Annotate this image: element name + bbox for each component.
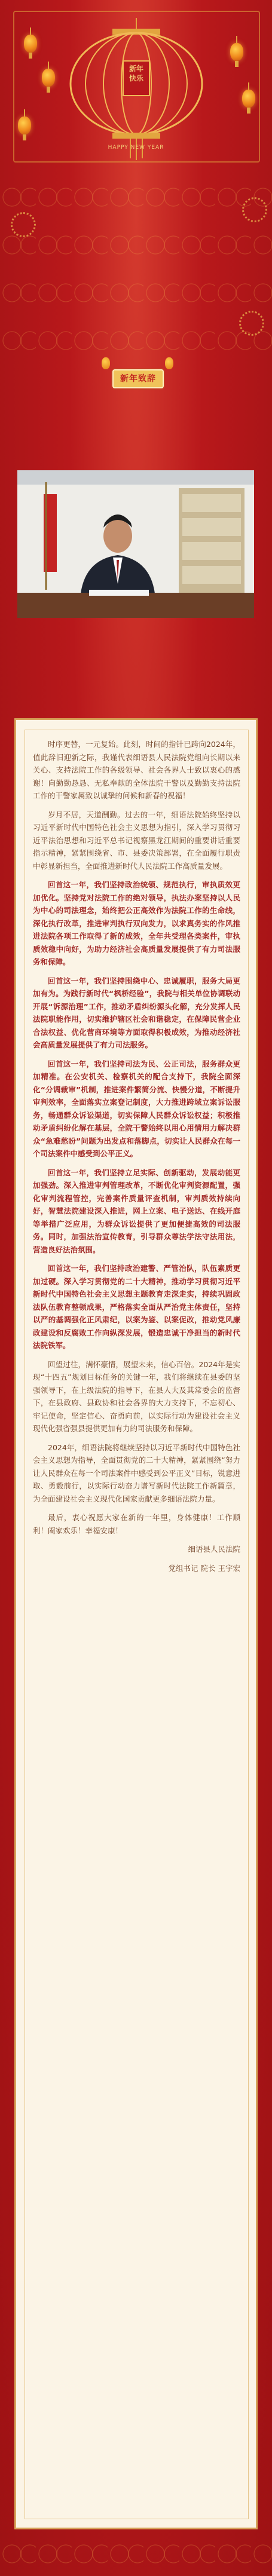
letter-paragraph: 回首这一年，我们坚持围绕中心、忠诚履职，服务大局更加有为。为践行新时代“枫桥经验”，我院与相关单位协调联动开展“诉源治理”工作，推动矛盾纠纷源头化解，充分发挥人民法院职能作用，切实维护辖区社会和谐稳定，在保障民营企业合法权益、优化营商环境等方面取得积极成效，为推动经济社会高质量发展提供了有力司法服务。: [33, 976, 240, 1049]
lantern-icon: [102, 357, 110, 369]
letter-paragraph: 回首这一年，我们坚持政治建警、严管治队，队伍素质更加过硬。深入学习贯彻党的二十大精神，推动学习贯彻习近平新时代中国特色社会主义思想主题教育走深走实，持续巩固政法队伍教育整顿成果，严格落实全面从严治党主体责任，坚持以严的基调强化正风肃纪，以案为鉴、以案促改，推动党风廉政建设和反腐败工作向纵深发展，锻造忠诚干净担当的新时代法院铁军。: [33, 1264, 240, 1350]
flower-ornament-icon: [11, 212, 36, 237]
new-year-letter: [16, 720, 256, 2528]
letter-body: [33, 738, 240, 1580]
letter-paragraph: 回首这一年，我们坚持司法为民、公正司法，服务群众更加精准。在公安机关、检察机关的配合支持下，我院全面深化“分调裁审”机制，推进案件繁简分流、快慢分道，不断提升审判效率，全面落实立案登记制度，大力推进跨域立案诉讼服务，畅通群众诉讼渠道，切实保障人民群众诉讼权益；积极推动矛盾纠纷化解在基层，全院干警始终以用心用情用力解决群众“急难愁盼”问题为出发点和落脚点，切实让人民群众在每一个司法案件中感受到公平正义。: [33, 1059, 240, 1158]
decorative-pattern: [0, 323, 272, 359]
hero-banner: [0, 0, 272, 179]
lantern-icon: [165, 357, 173, 369]
lantern-text-line: 新年: [129, 65, 143, 73]
president-photo: [17, 470, 254, 618]
letter-paragraph: 2024年，细语法院将继续坚持以习近平新时代中国特色社会主义思想为指导，全面贯彻党的二十大精神，紧紧围绕“努力让人民群众在每一个司法案件中感受到公平正义”目标，锐意进取、勇毅前行，以实际行动奋力谱写新时代法院工作新篇章，为全面建设社会主义现代化国家贡献更多细语法院力量。: [33, 1442, 240, 1503]
happy-new-year-text: HAPPY NEW YEAR: [108, 145, 164, 151]
big-lantern-illustration: [53, 18, 220, 161]
decorative-pattern: [0, 2536, 272, 2572]
decorative-pattern: [0, 275, 272, 311]
bottom-decoration: [0, 2536, 272, 2576]
lantern-icon: [18, 117, 31, 134]
flower-ornament-icon: [239, 311, 264, 336]
lantern-text-line: 快乐: [129, 74, 143, 82]
signature-org: 细语县人民法院: [188, 1545, 240, 1554]
section-badge: 新年致辞: [112, 369, 164, 388]
lantern-icon: [24, 35, 37, 53]
letter-paragraph: 回首这一年，我们坚持立足实际、创新驱动，发展动能更加强劲。深入推进审判管理改革，不断优化审判资源配置，强化审判流程管控，完善案件质量评查机制，审判质效持续向好，智慧法院建设深入推进，网上立案、电子送达、在线开庭等举措广泛应用，为群众诉讼提供了更加便捷高效的司法服务。同时，加强法治宣传教育，引导群众尊法学法守法用法，营造良好法治氛围。: [33, 1168, 240, 1254]
letter-paragraph: 回首这一年，我们坚持政治统领、规范执行，审执质效更加优化。坚持党对法院工作的绝对领导，执法办案坚持以人民为中心的司法理念，始终把公正高效作为法院工作的生命线，深化执行改革，推进审判执行双向发力，以求真务实的作风推进法院各项工作取得了新的成效，全年共受理各类案件，审执质效稳中向好，为助力经济社会高质量发展提供了有力司法服务和保障。: [33, 880, 240, 966]
signature-role: 党组书记 院长 王宇宏: [168, 1563, 240, 1573]
decorative-pattern: [0, 179, 272, 215]
letter-paragraph: 岁月不居，天道酬勤。过去的一年，细语法院始终坚持以习近平新时代中国特色社会主义思想为指引，深入学习贯彻习近平法治思想和习近平总书记视察黑龙江期间的重要讲话重要指示精神，紧紧围绕省、市、县委决策部署，在全面履行职责中彰显新担当，全面推进新时代人民法院工作高质量发展。: [33, 810, 240, 871]
lantern-icon: [230, 43, 243, 61]
letter-paragraph: 最后，衷心祝愿大家在新的一年里，身体健康！工作顺利！阖家欢乐！幸福安康！: [33, 1513, 240, 1535]
lantern-text: [123, 64, 149, 83]
letter-paragraph: 回望过往，满怀豪情，展望未来，信心百倍。2024年是实现“十四五”规划目标任务的关键一年，我们将继续在县委的坚强领导下，在上级法院的指导下，在县人大及其常委会的监督下，在县政府、县政协和社会各界的大力支持下，不忘初心、牢记使命，坚定信心、奋勇向前，以实际行动为建设社会主义现代化强省强县提供更加有力的司法服务和保障。: [33, 1359, 240, 1433]
flower-ornament-icon: [242, 197, 267, 222]
decorative-pattern: [0, 227, 272, 263]
letter-paragraph: 时序更替，一元复始。此刻，时间的指针已跨向2024年，值此辞旧迎新之际，我谨代表细语县人民法院党组向长期以来关心、支持法院工作的各级领导、社会各界人士致以衷心的感谢！向勤勤恳恳、无私奉献的全体法院干警以及勤勤支持法院工作的干警家属致以诚挚的问候和新春的祝福！: [33, 740, 240, 800]
lantern-icon: [242, 90, 255, 108]
